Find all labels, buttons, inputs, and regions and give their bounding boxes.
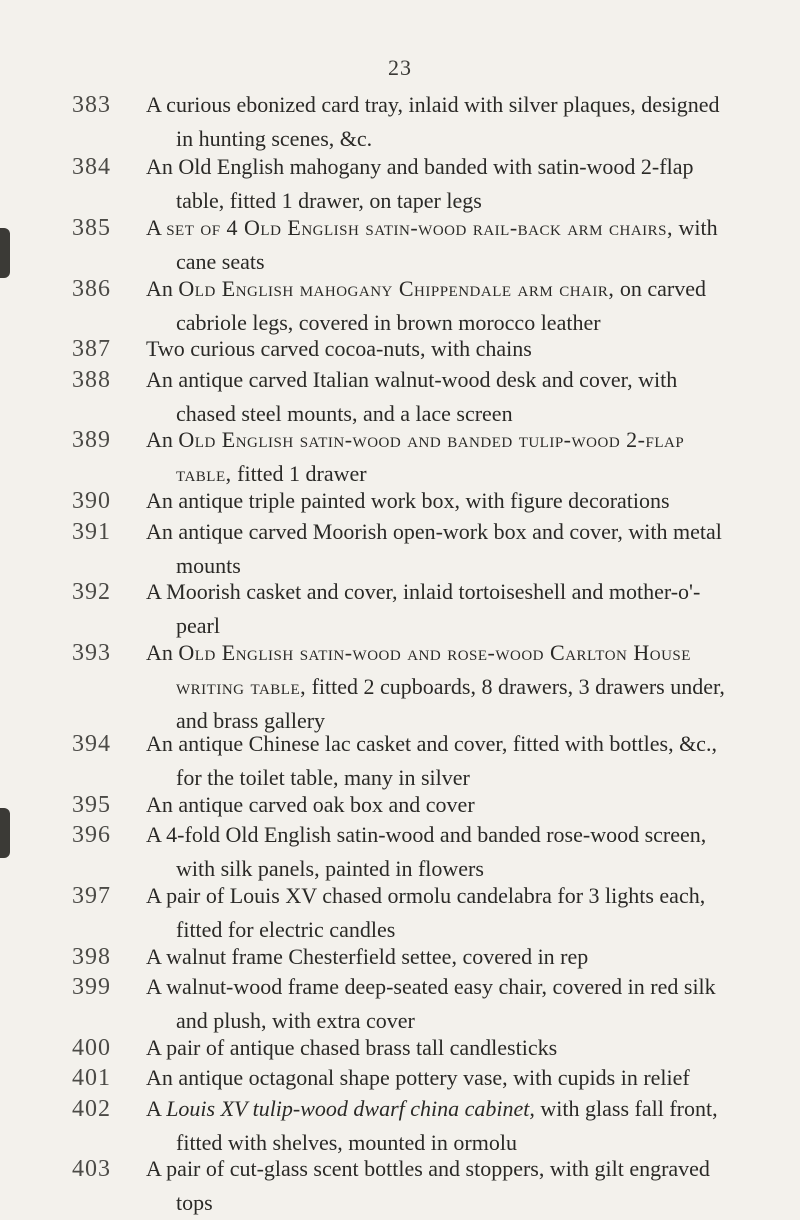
lot-description-line: chased steel mounts, and a lace screen: [176, 401, 513, 426]
lot-description: [146, 484, 781, 518]
lot-description-line: fitted with shelves, mounted in ormolu: [176, 1130, 517, 1155]
lot-description: [146, 363, 781, 431]
lot-description: [146, 211, 781, 279]
lot-description: [146, 332, 781, 366]
lot-description: [146, 818, 781, 886]
lot-description-line: A pair of cut-glass scent bottles and stoppers, with gilt engraved: [146, 1156, 710, 1181]
lot-description-line: A pair of Louis XV chased ormolu candelabra for 3 lights each,: [146, 883, 706, 908]
lot-description: [146, 940, 781, 974]
lot-description-line: An Old English satin-wood and banded tulip-wood 2-flap: [146, 427, 685, 452]
lot-description-line: An antique carved Moorish open-work box and cover, with metal: [146, 519, 722, 544]
italic-run: Louis XV tulip-wood dwarf china cabinet,: [166, 1096, 535, 1121]
lot-number: 383: [72, 92, 111, 118]
lot-number: 395: [72, 792, 111, 818]
lot-description-line: A set of 4 Old English satin-wood rail-back arm chairs, with: [146, 215, 718, 240]
lot-description: [146, 1061, 781, 1095]
lot-description-line: A Moorish casket and cover, inlaid tortoiseshell and mother-o'-: [146, 579, 701, 604]
lot-description: [146, 1092, 781, 1160]
lot-description: [146, 970, 781, 1038]
lot-number: 398: [72, 944, 111, 970]
lot-number: 397: [72, 883, 111, 909]
lot-description: [146, 423, 781, 491]
small-caps-run: table,: [176, 461, 232, 486]
lot-number: 386: [72, 276, 111, 302]
lot-description: [146, 788, 781, 822]
lot-description-line: Two curious carved cocoa-nuts, with chains: [146, 336, 532, 361]
lot-number: 385: [72, 215, 111, 241]
lot-description-line: mounts: [176, 553, 241, 578]
lot-number: 393: [72, 640, 111, 666]
lot-description: [146, 88, 781, 156]
lot-number: 384: [72, 154, 111, 180]
lot-number: 401: [72, 1065, 111, 1091]
lot-description-line: table, fitted 1 drawer: [176, 461, 367, 486]
lot-description-line: writing table, fitted 2 cupboards, 8 drawers, 3 drawers under,: [176, 674, 725, 699]
lot-description-line: pearl: [176, 613, 220, 638]
lot-number: 391: [72, 519, 111, 545]
lot-description: [146, 150, 781, 218]
binding-edge-mark: [0, 228, 10, 278]
lot-description: [146, 879, 781, 947]
lot-description-line: A walnut-wood frame deep-seated easy chair, covered in red silk: [146, 974, 716, 999]
page-number: 23: [388, 55, 412, 80]
lot-description-line: and brass gallery: [176, 708, 326, 733]
lot-number: 399: [72, 974, 111, 1000]
lot-description: [146, 515, 781, 583]
lot-description-line: A 4-fold Old English satin-wood and banded rose-wood screen,: [146, 822, 707, 847]
lot-description-line: tops: [176, 1190, 213, 1215]
small-caps-run: Old English mahogany Chippendale arm chair,: [178, 276, 615, 301]
lot-description-line: An Old English mahogany Chippendale arm chair, on carved: [146, 276, 707, 301]
lot-number: 390: [72, 488, 111, 514]
lot-description-line: with silk panels, painted in flowers: [176, 856, 484, 881]
lot-description: [146, 1152, 781, 1220]
lot-description-line: An Old English mahogany and banded with satin-wood 2-flap: [146, 154, 694, 179]
lot-description-line: A curious ebonized card tray, inlaid with silver plaques, designed: [146, 92, 720, 117]
small-caps-run: Old English satin-wood and rose-wood Carlton House: [178, 640, 691, 665]
lot-number: 402: [72, 1096, 111, 1122]
lot-description-line: An antique octagonal shape pottery vase, with cupids in relief: [146, 1065, 690, 1090]
lot-description-line: A pair of antique chased brass tall candlesticks: [146, 1035, 558, 1060]
lot-number: 394: [72, 731, 111, 757]
lot-description-line: A walnut frame Chesterfield settee, covered in rep: [146, 944, 589, 969]
lot-description-line: An antique carved oak box and cover: [146, 792, 475, 817]
lot-description: [146, 272, 781, 340]
lot-number: 392: [72, 579, 111, 605]
lot-description-line: and plush, with extra cover: [176, 1008, 415, 1033]
small-caps-run: Old English satin-wood and banded tulip-wood 2-flap: [178, 427, 685, 452]
lot-description-line: fitted for electric candles: [176, 917, 396, 942]
lot-number: 387: [72, 336, 111, 362]
lot-description: [146, 1031, 781, 1065]
lot-number: 388: [72, 367, 111, 393]
lot-description-line: for the toilet table, many in silver: [176, 765, 470, 790]
lot-description-line: cane seats: [176, 249, 265, 274]
lot-description-line: An antique triple painted work box, with figure decorations: [146, 488, 670, 513]
lot-description-line: in hunting scenes, &c.: [176, 126, 373, 151]
lot-number: 400: [72, 1035, 111, 1061]
lot-number: 389: [72, 427, 111, 453]
lot-description: [146, 575, 781, 643]
lot-description: [146, 636, 781, 738]
lot-number: 396: [72, 822, 111, 848]
lot-description: [146, 727, 781, 795]
lot-description-line: table, fitted 1 drawer, on taper legs: [176, 188, 482, 213]
binding-edge-mark: [0, 808, 10, 858]
lot-description-line: cabriole legs, covered in brown morocco leather: [176, 310, 601, 335]
lot-description-line: A Louis XV tulip-wood dwarf china cabinet, with glass fall front,: [146, 1096, 718, 1121]
lot-description-line: An antique carved Italian walnut-wood desk and cover, with: [146, 367, 678, 392]
small-caps-run: set of 4 Old English satin-wood rail-back arm chairs,: [166, 215, 674, 240]
lot-description-line: An Old English satin-wood and rose-wood Carlton House: [146, 640, 691, 665]
small-caps-run: writing table,: [176, 674, 307, 699]
lot-number: 403: [72, 1156, 111, 1182]
lot-description-line: An antique Chinese lac casket and cover, fitted with bottles, &c.,: [146, 731, 717, 756]
